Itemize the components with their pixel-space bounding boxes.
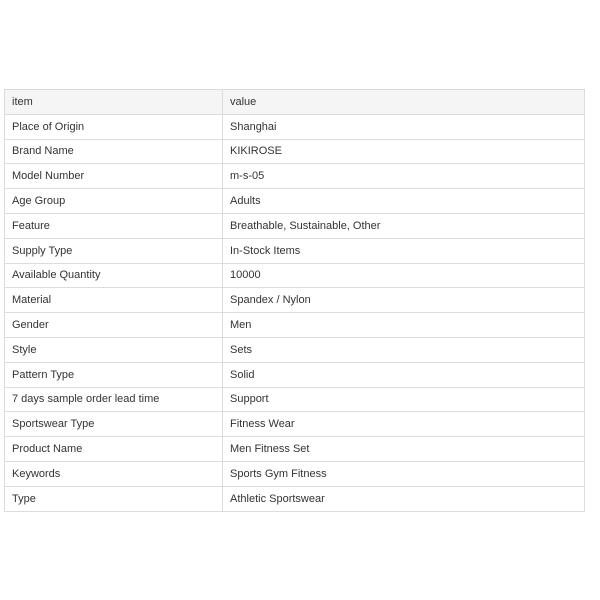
spec-item-cell: Product Name <box>5 437 223 462</box>
spec-value-cell: m-s-05 <box>223 164 585 189</box>
table-body <box>5 114 585 511</box>
spec-item-cell: Keywords <box>5 461 223 486</box>
spec-item-cell: Pattern Type <box>5 362 223 387</box>
column-header-item: item <box>5 90 223 115</box>
table-row <box>5 114 585 139</box>
spec-value-cell: KIKIROSE <box>223 139 585 164</box>
spec-value-cell: Sports Gym Fitness <box>223 461 585 486</box>
table-row <box>5 263 585 288</box>
spec-value-cell: In-Stock Items <box>223 238 585 263</box>
table-row <box>5 288 585 313</box>
spec-value-cell: Support <box>223 387 585 412</box>
spec-item-cell: Brand Name <box>5 139 223 164</box>
spec-value-cell: Breathable, Sustainable, Other <box>223 213 585 238</box>
spec-item-cell: Age Group <box>5 189 223 214</box>
table-row <box>5 189 585 214</box>
spec-item-cell: Sportswear Type <box>5 412 223 437</box>
spec-value-cell: Sets <box>223 337 585 362</box>
spec-value-cell: Spandex / Nylon <box>223 288 585 313</box>
table-row <box>5 387 585 412</box>
column-header-value: value <box>223 90 585 115</box>
spec-value-cell: Men <box>223 313 585 338</box>
spec-value-cell: Adults <box>223 189 585 214</box>
spec-item-cell: 7 days sample order lead time <box>5 387 223 412</box>
spec-value-cell: 10000 <box>223 263 585 288</box>
spec-item-cell: Type <box>5 486 223 511</box>
table-row <box>5 437 585 462</box>
spec-item-cell: Supply Type <box>5 238 223 263</box>
table-row <box>5 139 585 164</box>
table-row <box>5 461 585 486</box>
table-row <box>5 164 585 189</box>
spec-item-cell: Material <box>5 288 223 313</box>
spec-value-cell: Men Fitness Set <box>223 437 585 462</box>
table-row <box>5 337 585 362</box>
spec-value-cell: Shanghai <box>223 114 585 139</box>
spec-item-cell: Available Quantity <box>5 263 223 288</box>
table-row <box>5 238 585 263</box>
table-row <box>5 362 585 387</box>
spec-value-cell: Fitness Wear <box>223 412 585 437</box>
table-row <box>5 313 585 338</box>
table-header-row <box>5 90 585 115</box>
spec-item-cell: Place of Origin <box>5 114 223 139</box>
spec-item-cell: Gender <box>5 313 223 338</box>
table-row <box>5 486 585 511</box>
spec-item-cell: Style <box>5 337 223 362</box>
table-row <box>5 213 585 238</box>
spec-item-cell: Feature <box>5 213 223 238</box>
spec-item-cell: Model Number <box>5 164 223 189</box>
product-spec-table <box>4 89 585 512</box>
spec-value-cell: Solid <box>223 362 585 387</box>
table-row <box>5 412 585 437</box>
spec-value-cell: Athletic Sportswear <box>223 486 585 511</box>
